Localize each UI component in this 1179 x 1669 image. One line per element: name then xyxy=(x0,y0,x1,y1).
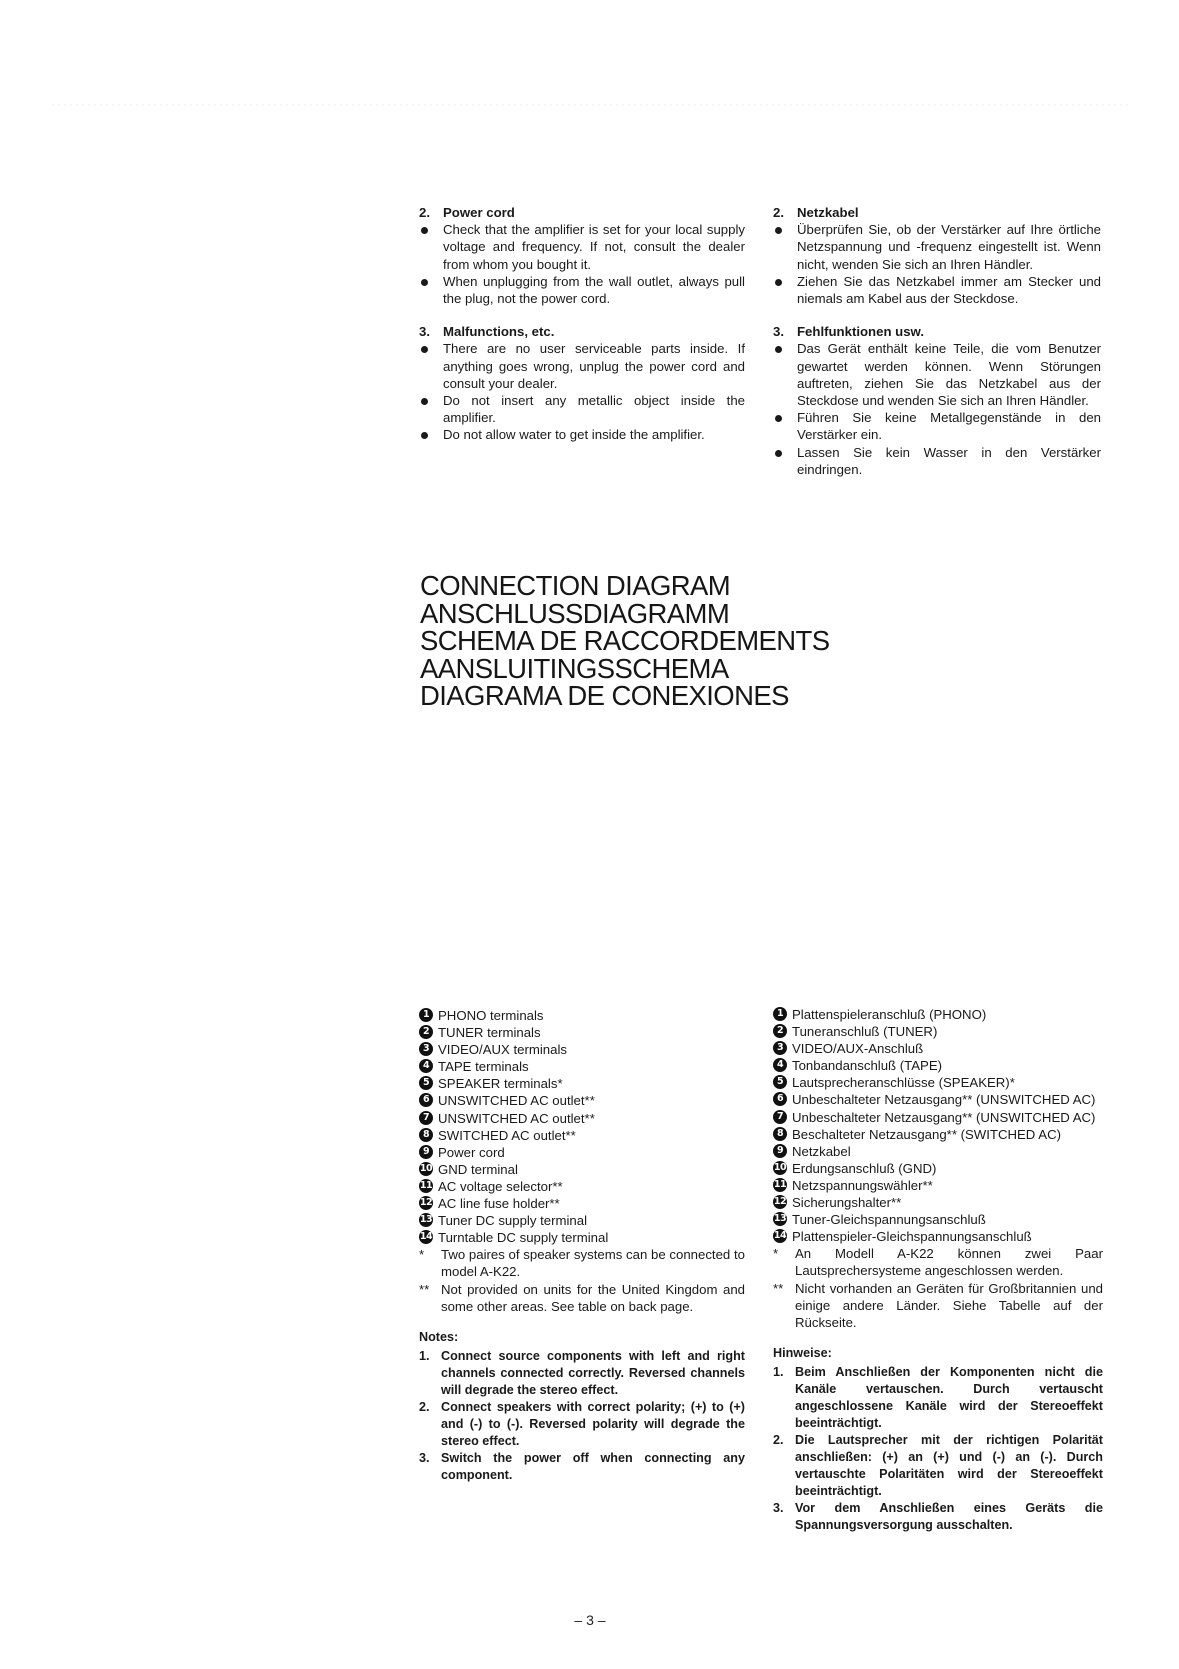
heading-line: SCHEMA DE RACCORDEMENTS xyxy=(420,625,830,657)
number-badge-icon: 5 xyxy=(773,1075,787,1089)
number-badge-icon: 3 xyxy=(773,1041,787,1055)
note-text: Die Lautsprecher mit der richtigen Polarität anschließen: (+) an (+) und (-) an (-). Durch vertauschte Polaritäten wird der Stereoeffekt beeinträchtigt. xyxy=(795,1432,1103,1498)
legend-item xyxy=(419,1229,745,1246)
number-badge-icon: 4 xyxy=(419,1059,433,1073)
legend-list xyxy=(773,1006,1103,1245)
legend-text: Power cord xyxy=(438,1144,505,1160)
number-badge-icon: 1 xyxy=(773,1007,787,1021)
note-text: Connect source components with left and right channels connected correctly. Reversed channels will degrade the stereo effect. xyxy=(441,1348,745,1397)
number-badge-icon: 11 xyxy=(419,1179,433,1191)
note-number: 2. xyxy=(419,1399,430,1414)
legend-text: AC line fuse holder** xyxy=(438,1196,560,1212)
connection-diagram-heading xyxy=(420,572,1020,710)
notes-title: Notes: xyxy=(419,1329,459,1344)
footnote xyxy=(419,1246,745,1280)
number-badge-icon: 1 xyxy=(419,1008,433,1022)
legend-item xyxy=(419,1041,745,1058)
number-badge-icon: 7 xyxy=(419,1111,433,1125)
section-title: 2. Netzkabel xyxy=(773,205,859,220)
number-badge-icon: 12 xyxy=(773,1196,787,1208)
legend-text: Netzspannungswähler** xyxy=(792,1177,933,1193)
legend-en xyxy=(419,1007,745,1484)
note-item xyxy=(419,1450,745,1484)
legend-text: Turntable DC supply terminal xyxy=(438,1230,609,1246)
notes-block xyxy=(773,1345,1103,1534)
footnote-text: Not provided on units for the United Kingdom and some other areas. See table on back page. xyxy=(441,1281,745,1314)
legend-text: Erdungsanschluß (GND) xyxy=(792,1160,937,1176)
footnote xyxy=(419,1281,745,1315)
footnote-mark: * xyxy=(773,1246,779,1262)
note-item xyxy=(419,1399,745,1450)
legend-item xyxy=(419,1195,745,1212)
legend-text: Plattenspieleranschluß (PHONO) xyxy=(792,1007,987,1022)
note-item xyxy=(773,1364,1103,1432)
legend-item xyxy=(419,1110,745,1127)
note-text: Beim Anschließen der Komponenten nicht die Kanäle vertauschen. Durch vertauscht angeschlossene Kanäle wird der Stereoeffekt beeinträchtigt. xyxy=(795,1364,1103,1430)
note-text: Switch the power off when connecting any component. xyxy=(441,1450,745,1482)
note-number: 2. xyxy=(773,1432,784,1447)
footnote xyxy=(773,1245,1103,1279)
legend-item xyxy=(419,1127,745,1144)
footnote-mark: ** xyxy=(419,1281,430,1297)
legend-item xyxy=(419,1144,745,1161)
legend-text: Netzkabel xyxy=(792,1143,851,1159)
legend-text: TUNER terminals xyxy=(438,1025,541,1041)
legend-text: UNSWITCHED AC outlet** xyxy=(438,1093,595,1109)
footnote-mark: * xyxy=(419,1247,425,1263)
legend-text: Tonbandanschluß (TAPE) xyxy=(792,1058,943,1074)
notes-title: Hinweise: xyxy=(773,1345,832,1360)
legend-text: Plattenspieler-Gleichspannungsanschluß xyxy=(792,1229,1032,1245)
legend-list xyxy=(419,1007,745,1246)
bullet-item: Das Gerät enthält keine Teile, die vom Benutzer gewartet werden können. Wenn Störungen auftreten, ziehen Sie das Netzkabel aus der Steckdose und wenden Sie sich an Ihren Händler. xyxy=(773,340,1101,409)
notes-block xyxy=(419,1329,745,1484)
legend-text: AC voltage selector** xyxy=(438,1178,563,1194)
number-badge-icon: 8 xyxy=(419,1128,433,1142)
legend-text: Unbeschalteter Netzausgang** (UNSWITCHED AC) xyxy=(792,1092,1096,1108)
note-number: 3. xyxy=(773,1500,784,1515)
number-badge-icon: 2 xyxy=(773,1024,787,1038)
legend-item xyxy=(773,1194,1103,1211)
legend-item xyxy=(773,1057,1103,1074)
footnote-text: Two paires of speaker systems can be connected to model A-K22. xyxy=(441,1247,745,1280)
legend-text: PHONO terminals xyxy=(438,1008,544,1023)
legend-text: SPEAKER terminals* xyxy=(438,1076,563,1092)
page-number: – 3 – xyxy=(574,1612,606,1628)
footnotes xyxy=(773,1245,1103,1330)
legend-item xyxy=(773,1109,1103,1126)
section-title: 3. Fehlfunktionen usw. xyxy=(773,324,924,340)
number-badge-icon: 8 xyxy=(773,1127,787,1141)
number-badge-icon: 6 xyxy=(773,1092,787,1106)
note-item xyxy=(773,1432,1103,1500)
legend-item xyxy=(419,1212,745,1229)
legend-item xyxy=(773,1228,1103,1245)
legend-item xyxy=(773,1074,1103,1091)
legend-text: Unbeschalteter Netzausgang** (UNSWITCHED AC) xyxy=(792,1109,1096,1125)
bullet-item: When unplugging from the wall outlet, always pull the plug, not the power cord. xyxy=(419,273,745,307)
legend-item xyxy=(419,1024,745,1041)
legend-item xyxy=(773,1126,1103,1143)
number-badge-icon: 11 xyxy=(773,1178,787,1190)
section-title: 2. Power cord xyxy=(419,205,515,220)
note-item xyxy=(419,1348,745,1399)
bullet-item: Ziehen Sie das Netzkabel immer am Stecker und niemals am Kabel aus der Steckdose. xyxy=(773,273,1101,307)
legend-item xyxy=(773,1040,1103,1057)
legend-text: Beschalteter Netzausgang** (SWITCHED AC) xyxy=(792,1126,1061,1142)
number-badge-icon: 13 xyxy=(773,1213,787,1225)
bullet-item: There are no user serviceable parts inside. If anything goes wrong, unplug the power cord and consult your dealer. xyxy=(419,340,745,392)
bullet-item: Lassen Sie kein Wasser in den Verstärker eindringen. xyxy=(773,444,1101,478)
bullet-item: Do not allow water to get inside the amplifier. xyxy=(419,426,745,443)
number-badge-icon: 4 xyxy=(773,1058,787,1072)
heading-line: CONNECTION DIAGRAM xyxy=(420,570,731,601)
legend-item xyxy=(773,1177,1103,1194)
legend-item xyxy=(773,1006,1103,1023)
legend-item xyxy=(773,1143,1103,1160)
legend-text: GND terminal xyxy=(438,1161,518,1177)
bullet-item: Check that the amplifier is set for your local supply voltage and frequency. If not, consult the dealer from whom you bought it. xyxy=(419,221,745,273)
number-badge-icon: 2 xyxy=(419,1025,433,1039)
safety-notes-de xyxy=(773,204,1101,494)
legend-item xyxy=(773,1023,1103,1040)
legend-text: Tuneranschluß (TUNER) xyxy=(792,1024,938,1040)
legend-item xyxy=(419,1007,745,1024)
heading-line: ANSCHLUSSDIAGRAMM xyxy=(420,597,730,629)
number-badge-icon: 9 xyxy=(419,1145,433,1159)
footnote-text: An Modell A-K22 können zwei Paar Lautsprechersysteme angeschlossen werden. xyxy=(795,1246,1103,1279)
legend-text: Tuner-Gleichspannungsanschluß xyxy=(792,1212,986,1228)
legend-item xyxy=(419,1075,745,1092)
section-malfunctions xyxy=(419,323,745,443)
number-badge-icon: 12 xyxy=(419,1197,433,1209)
note-number: 1. xyxy=(419,1348,430,1363)
legend-text: VIDEO/AUX terminals xyxy=(438,1042,567,1058)
legend-item xyxy=(419,1058,745,1075)
legend-item xyxy=(773,1160,1103,1177)
footnote xyxy=(773,1280,1103,1331)
number-badge-icon: 10 xyxy=(773,1161,787,1173)
number-badge-icon: 14 xyxy=(773,1230,787,1242)
legend-text: TAPE terminals xyxy=(438,1059,529,1075)
number-badge-icon: 7 xyxy=(773,1110,787,1124)
bullet-item: Überprüfen Sie, ob der Verstärker auf Ihre örtliche Netzspannung und -frequenz eingestellt ist. Wenn nicht, wenden Sie sich an Ihren Händler. xyxy=(773,221,1101,273)
section-fehlfunktionen xyxy=(773,323,1101,478)
note-number: 1. xyxy=(773,1364,784,1379)
legend-text: SWITCHED AC outlet** xyxy=(438,1127,576,1143)
safety-notes-en xyxy=(419,204,745,460)
heading-line: AANSLUITINGSSCHEMA xyxy=(420,652,729,684)
number-badge-icon: 5 xyxy=(419,1076,433,1090)
note-text: Connect speakers with correct polarity; (+) to (+) and (-) to (-). Reversed polarity will degrade the stereo effect. xyxy=(441,1399,745,1448)
legend-text: Sicherungshalter** xyxy=(792,1195,902,1211)
notes-list xyxy=(419,1348,745,1484)
legend-text: Tuner DC supply terminal xyxy=(438,1213,588,1229)
footnote-text: Nicht vorhanden an Geräten für Großbritannien und einige andere Länder. Siehe Tabelle auf der Rückseite. xyxy=(795,1280,1103,1330)
legend-item xyxy=(419,1161,745,1178)
bullet-item: Do not insert any metallic object inside the amplifier. xyxy=(419,392,745,426)
note-item xyxy=(773,1500,1103,1534)
number-badge-icon: 3 xyxy=(419,1042,433,1056)
note-text: Vor dem Anschließen eines Geräts die Spannungsversorgung ausschalten. xyxy=(795,1500,1103,1532)
legend-item xyxy=(773,1091,1103,1108)
legend-item xyxy=(773,1211,1103,1228)
legend-de xyxy=(773,1006,1103,1534)
number-badge-icon: 14 xyxy=(419,1231,433,1243)
legend-text: UNSWITCHED AC outlet** xyxy=(438,1110,595,1126)
bullet-item: Führen Sie keine Metallgegenstände in den Verstärker ein. xyxy=(773,409,1101,443)
number-badge-icon: 9 xyxy=(773,1144,787,1158)
section-power-cord xyxy=(419,204,745,307)
footnote-mark: ** xyxy=(773,1280,784,1296)
legend-text: Lautsprecheranschlüsse (SPEAKER)* xyxy=(792,1075,1015,1091)
number-badge-icon: 13 xyxy=(419,1214,433,1226)
section-title: 3. Malfunctions, etc. xyxy=(419,324,555,340)
footnotes xyxy=(419,1246,745,1314)
legend-item xyxy=(419,1092,745,1109)
heading-line: DIAGRAMA DE CONEXIONES xyxy=(420,680,789,712)
legend-item xyxy=(419,1178,745,1195)
number-badge-icon: 10 xyxy=(419,1162,433,1174)
scan-noise-line xyxy=(50,104,1130,106)
number-badge-icon: 6 xyxy=(419,1093,433,1107)
legend-text: VIDEO/AUX-Anschluß xyxy=(792,1041,924,1057)
note-number: 3. xyxy=(419,1450,430,1465)
section-netzkabel xyxy=(773,204,1101,307)
notes-list xyxy=(773,1364,1103,1534)
